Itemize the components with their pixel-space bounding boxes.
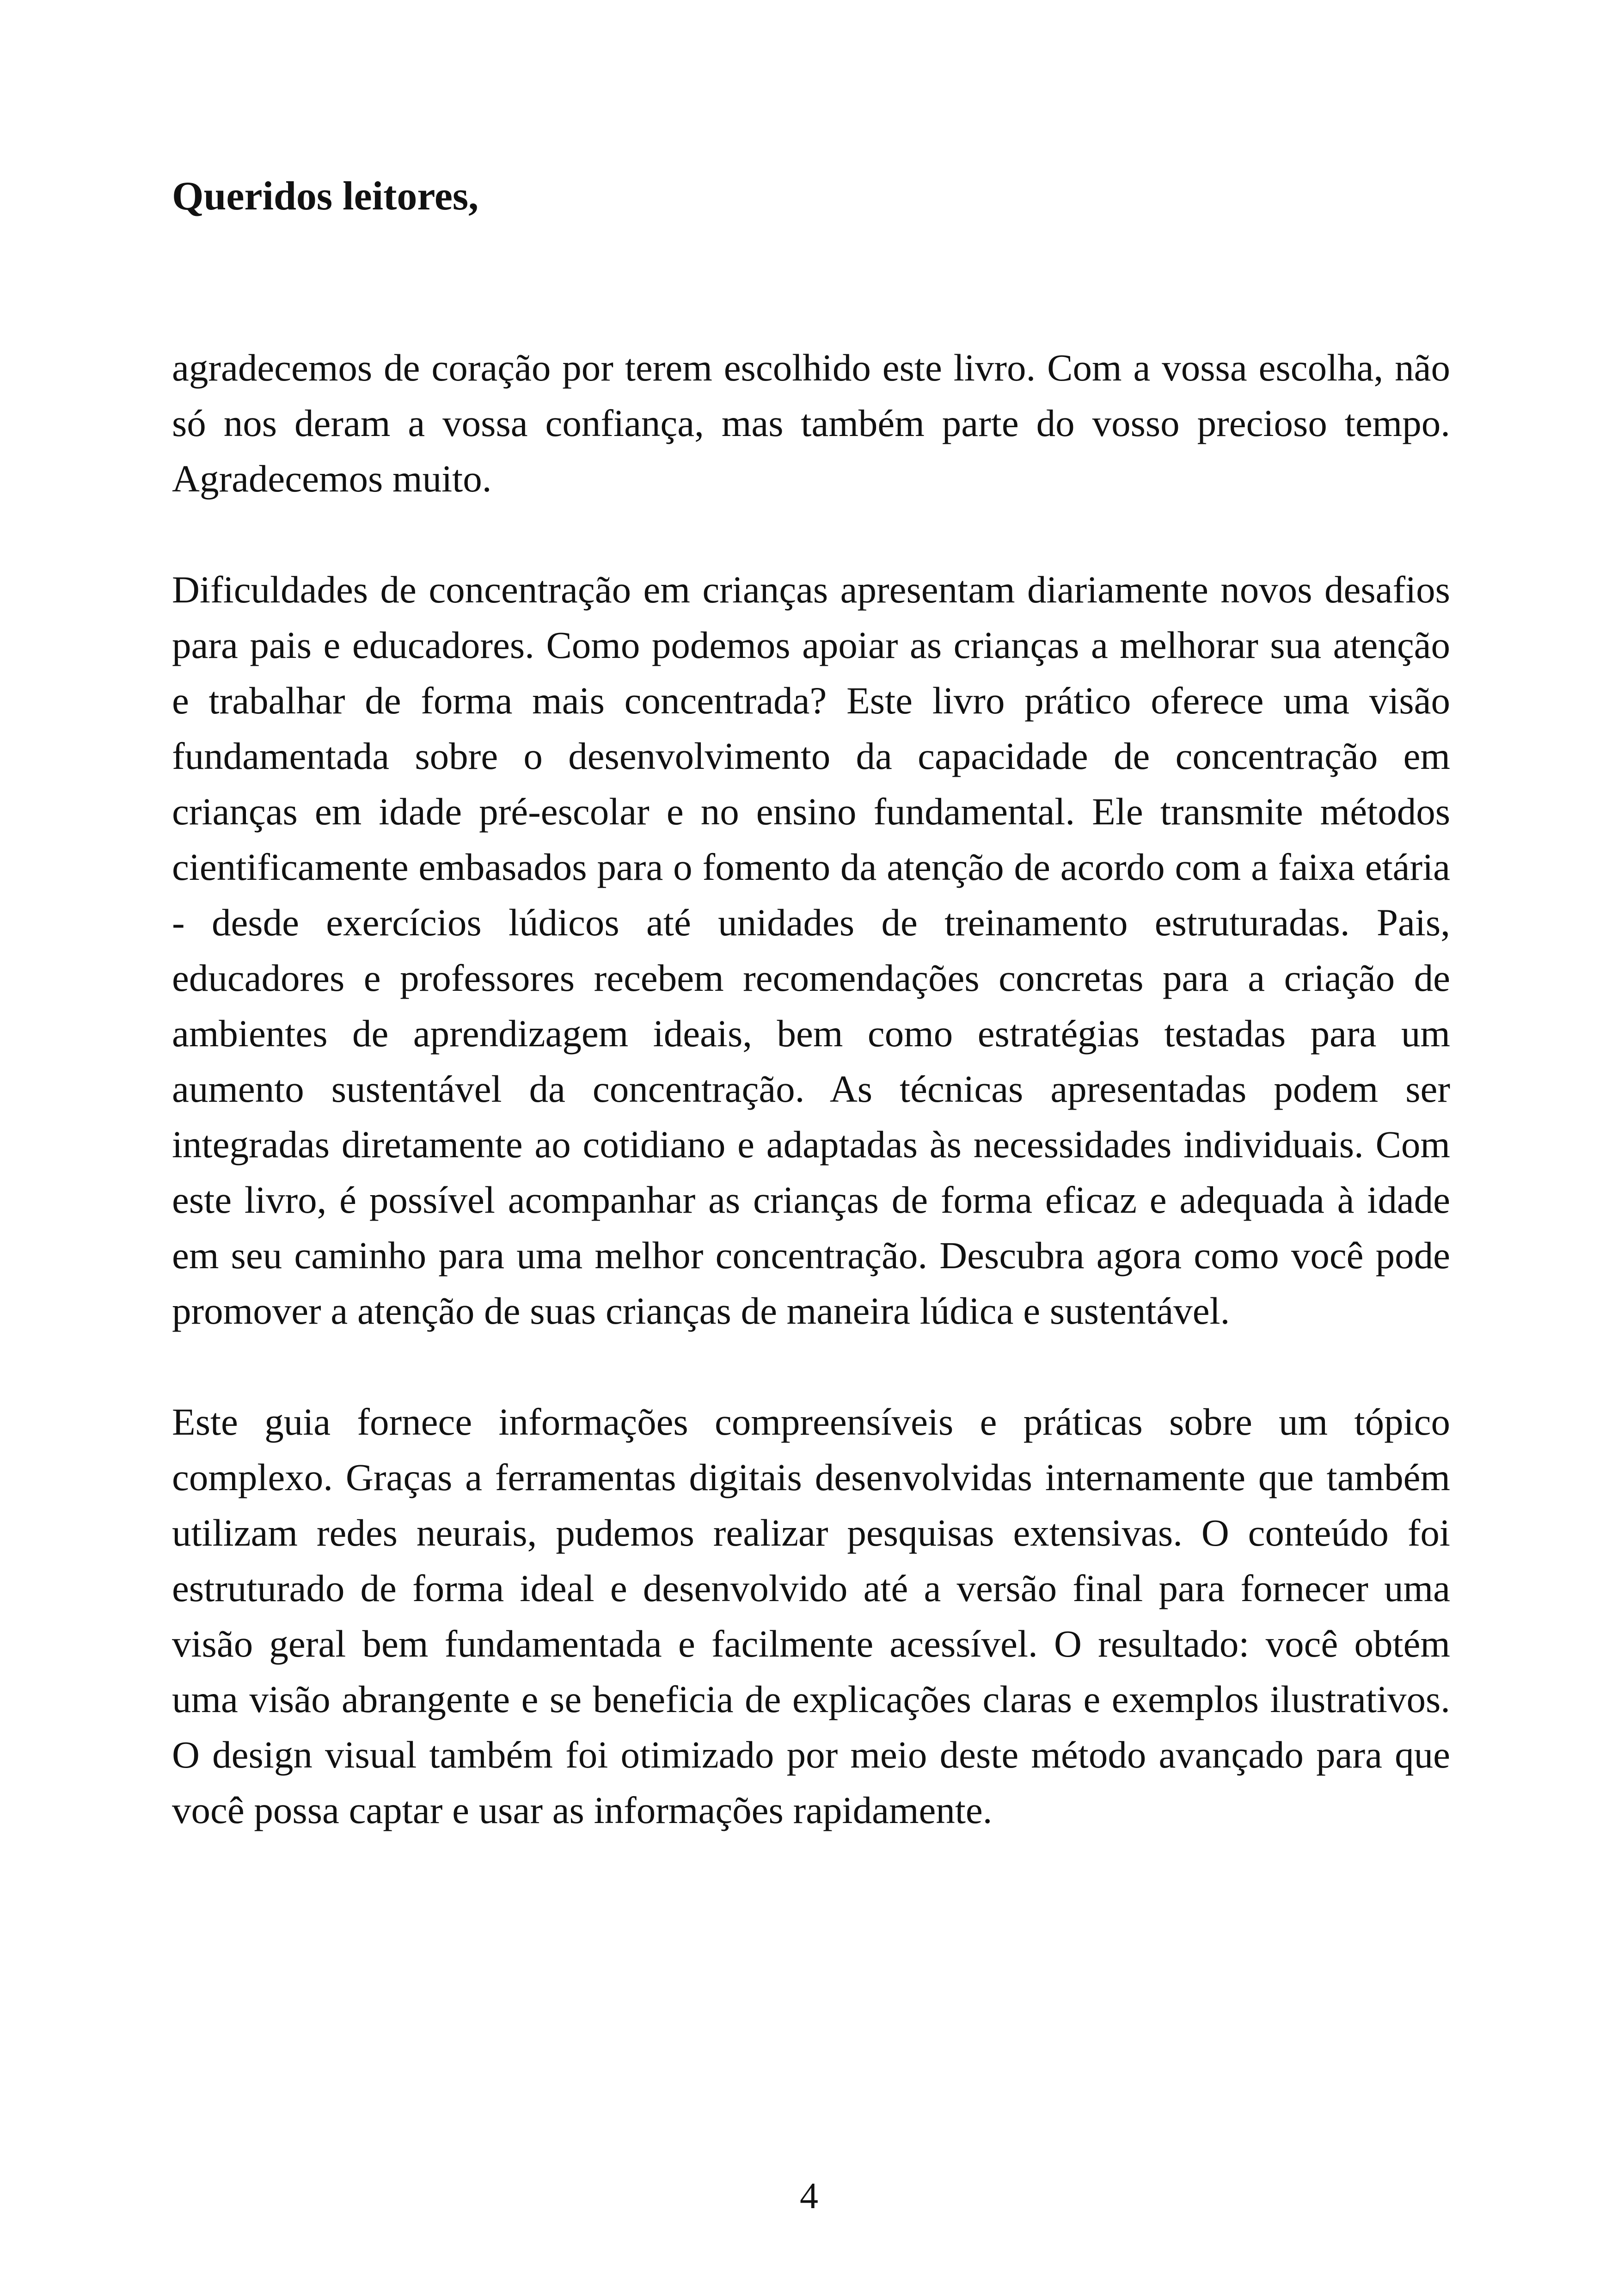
paragraph-thanks: agradecemos de coração por terem escolhido este livro. Com a vossa escolha, não só nos deram a vossa confiança, mas também parte do vosso precioso tempo. Agradecemos muito. bbox=[172, 346, 1450, 500]
paragraph-guide-method: Este guia fornece informações compreensíveis e práticas sobre um tópico complexo. Graças a ferramentas digitais desenvolvidas internamente que também utilizam redes neurais, pudemos realizar pesquisas extensivas. O conteúdo foi estruturado de forma ideal e desenvolvido até a versão final para fornecer uma visão geral bem fundamentada e facilmente acessível. O resultado: você obtém uma visão abrangente e se beneficia de explicações claras e exemplos ilustrativos. O design visual também foi otimizado por meio deste método avançado para que você possa captar e usar as informações rapidamente. bbox=[172, 1400, 1450, 1831]
paragraph-book-description: Dificuldades de concentração em crianças apresentam diariamente novos desafios para pais e educadores. Como podemos apoiar as crianças a melhorar sua atenção e trabalhar de forma mais concentrada? Este livro prático oferece uma visão fundamentada sobre o desenvolvimento da capacidade de concentração em crianças em idade pré-escolar e no ensino fundamental. Ele transmite métodos cientificamente embasados para o fomento da atenção de acordo com a faixa etária - desde exercícios lúdicos até unidades de treinamento estruturadas. Pais, educadores e professores recebem recomendações concretas para a criação de ambientes de aprendizagem ideais, bem como estratégias testadas para um aumento sustentável da concentração. As técnicas apresentadas podem ser integradas diretamente ao cotidiano e adaptadas às necessidades individuais. Com este livro, é possível acompanhar as crianças de forma eficaz e adequada à idade em seu caminho para uma melhor concentração. Descubra agora como você pode promover a atenção de suas crianças de maneira lúdica e sustentável. bbox=[172, 568, 1450, 1332]
body-text bbox=[172, 340, 1450, 1838]
salutation-heading: Queridos leitores, bbox=[172, 174, 479, 219]
page-number: 4 bbox=[800, 2176, 818, 2216]
